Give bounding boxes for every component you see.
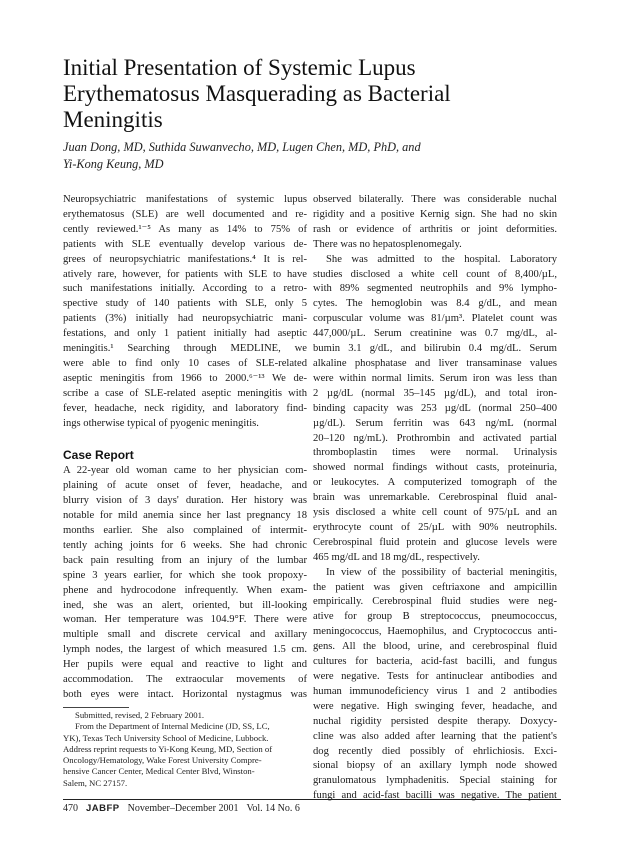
text-line: accommodation. The extraocular movements of [63,674,307,686]
right-column [313,193,557,804]
text-line: fever, headache, neck rigidity, and laboratory find- [63,402,307,414]
text-line: cline was also added after learning that the patient's [313,730,557,742]
text-line: empirically. Cerebrospinal fluid studies were neg- [313,596,557,608]
title-line: Meningitis [63,107,163,132]
text-line: Her pupils were equal and reactive to light and [63,659,307,671]
text-line: ysis disclosed a white cell count of 975/µL and an [313,507,557,519]
text-line: showed normal findings without casts, proteinuria, [313,462,557,474]
text-line: meningococcus, Haemophilus, and Cryptococcus anti- [313,626,557,638]
text-line: were negative. Tests for antinuclear antibodies and [313,671,557,682]
text-line: months earlier. She also complained of intermit- [63,525,307,537]
footer-divider [63,799,561,800]
left-column [63,193,307,703]
text-line: thromboplastin times were normal. Urinalysis [313,447,557,459]
issue-date: November–December 2001 [127,803,239,814]
text-line: such manifestations initially. According to a retro- [63,283,307,295]
text-line: the patient was given ceftriaxone and ampicillin [313,581,557,593]
footnote-line: Address reprint requests to Yi-Kong Keung, MD, Section of [63,743,273,754]
text-line: µg/dL). Serum ferritin was 643 ng/mL (normal [313,417,557,429]
text-line: corpuscular volume was 81/µm³. Platelet count was [313,313,557,325]
text-line: cultures for bacteria, acid-fast bacilli, and fungus [313,656,557,668]
text-line: ined, she was an alert, oriented, but ill-looking [63,599,307,611]
text-line: studies disclosed a white cell count of 8,400/µL, [313,268,557,280]
text-line: fungi and acid-fast bacilli was negative. The patient [313,790,557,802]
page-footer [63,803,300,814]
text-line: human immunodeficiency virus 1 and 2 antibodies [313,685,557,697]
article-title [63,55,563,133]
case-paragraph [63,464,307,703]
author-list [63,139,563,173]
text-line: spine 3 years earlier, for which she took propoxy- [63,569,307,581]
text-line: sional biopsy of an axillary lymph node showed [313,760,557,772]
text-line: Cerebrospinal fluid protein and glucose levels were [313,536,557,548]
text-line: ings otherwise typical of pyogenic meningitis. [63,417,259,429]
text-line: notable for mild anemia since her last pregnancy 18 [63,510,307,522]
text-line: festations, and only 1 patient initially had aseptic [63,328,307,340]
text-line: There was no hepatosplenomegaly. [313,238,462,250]
text-line: rash or evidence of arthritis or joint deformities. [313,223,557,235]
footnote-line: From the Department of Internal Medicine (JD, SS, LC, [75,721,270,732]
text-line: were within normal limits. Serum iron was less than [313,372,557,384]
footnote-divider [63,707,129,708]
author-line: Yi-Kong Keung, MD [63,157,164,171]
text-line: meningitis.¹ Searching through MEDLINE, we [63,343,307,355]
footnote-line: YK), Texas Tech University School of Medicine, Lubbock. [63,732,269,743]
journal-name: JABFP [86,803,120,814]
text-line: blurry vision of 3 days' duration. Her history was [63,495,307,507]
text-line: atively rare, however, for patients with SLE to have [63,268,307,280]
footnote-line: Oncology/Hematology, Wake Forest University Compre- [63,755,262,766]
text-line: erythrocyte count of 25/µL with 90% neutrophils. [313,521,557,533]
text-line: cytes. The hemoglobin was 8.4 g/dL, and mean [313,298,557,310]
text-line: lymph nodes, the largest of which measured 1.5 cm. [63,644,307,656]
text-line: rigidity and a positive Kernig sign. She had no skin [313,208,557,220]
footnote-line: hensive Cancer Center, Medical Center Blvd, Winston- [63,766,255,777]
text-line: or leukocytes. A computerized tomograph of the [313,477,557,489]
text-line: binding capacity was 253 µg/dL (normal 250–400 [313,402,557,414]
text-line: multiple small and discrete cervical and axillary [63,629,307,641]
section-heading: Case Report [63,448,134,463]
text-line: ative for group B streptococcus, pneumococcus, [313,611,557,623]
text-line: 447,000/µL. Serum creatinine was 0.7 mg/dL, al- [313,328,557,340]
volume-number: Vol. 14 No. 6 [246,803,300,814]
text-line: bumin 3.1 g/dL, and bilirubin 0.4 mg/dL. Serum [313,343,557,355]
text-line: aseptic meningitis from 1966 to 2000.⁶⁻¹³ We de- [63,372,307,384]
footnote-block [63,710,307,789]
text-line: phene and hydrocodone infrequently. When exam- [63,584,307,596]
text-line: 20–120 ng/mL). Prothrombin and activated partial [313,432,557,444]
text-line: back pain resulting from an injury of the lumbar [63,554,307,566]
text-line: patients with SLE eventually develop various de- [63,238,307,250]
text-line: Neuropsychiatric manifestations of systemic lupus [63,194,307,205]
text-line: A 22-year old woman came to her physician com- [63,465,307,477]
text-line: nuchal rigidity persisted despite therapy. Doxycy- [313,715,557,727]
page-number: 470 [63,803,78,814]
text-line: erythematosus (SLE) are well documented and re- [63,208,307,220]
text-line: spective study of 140 patients with SLE, only 5 [63,298,307,310]
text-line: 465 mg/dL and 18 mg/dL, respectively. [313,551,480,563]
title-line: Initial Presentation of Systemic Lupus [63,55,416,80]
text-line: grees of neuropsychiatric manifestations.⁴ It is rel- [63,253,307,265]
text-line: alkaline phosphatase and liver transaminase values [313,357,557,369]
text-line: tently aching joints for 6 weeks. She had chronic [63,539,307,551]
text-line: with 89% segmented neutrophils and 9% lympho- [313,283,557,295]
text-line: woman. Her temperature was 104.9°F. There were [63,614,307,626]
intro-paragraph [63,193,307,432]
text-line: observed bilaterally. There was considerable nuchal [313,194,557,205]
text-line: patients (3%) initially had neuropsychiatric mani- [63,313,307,325]
text-line: gens. All the blood, urine, and cerebrospinal fluid [313,641,557,653]
text-line: In view of the possibility of bacterial meningitis, [326,566,557,578]
title-line: Erythematosus Masquerading as Bacterial [63,81,451,106]
author-line: Juan Dong, MD, Suthida Suwanvecho, MD, Lugen Chen, MD, PhD, and [63,140,421,154]
text-line: brain was unremarkable. Cerebrospinal fluid anal- [313,492,557,504]
text-line: 2 µg/dL (normal 35–145 µg/dL), and total iron- [313,387,557,399]
footnote-line: Salem, NC 27157. [63,777,128,788]
text-line: She was admitted to the hospital. Laboratory [326,253,557,265]
text-line: were able to find only 10 cases of SLE-related [63,357,307,369]
text-line: cently reviewed.¹⁻⁵ As many as 14% to 75% of [63,223,307,235]
text-line: granulomatous lymphadenitis. Special staining for [313,775,557,787]
text-line: were negative. High swinging fever, headache, and [313,700,557,712]
text-line: plaining of acute onset of fever, headache, and [63,480,307,492]
text-line: dog recently died possibly of ehrlichiosis. Exci- [313,745,557,757]
footnote-line: Submitted, revised, 2 February 2001. [75,710,205,720]
text-line: scribe a case of SLE-related aseptic meningitis with [63,387,307,399]
text-line: both eyes were intact. Horizontal nystagmus was [63,689,307,700]
